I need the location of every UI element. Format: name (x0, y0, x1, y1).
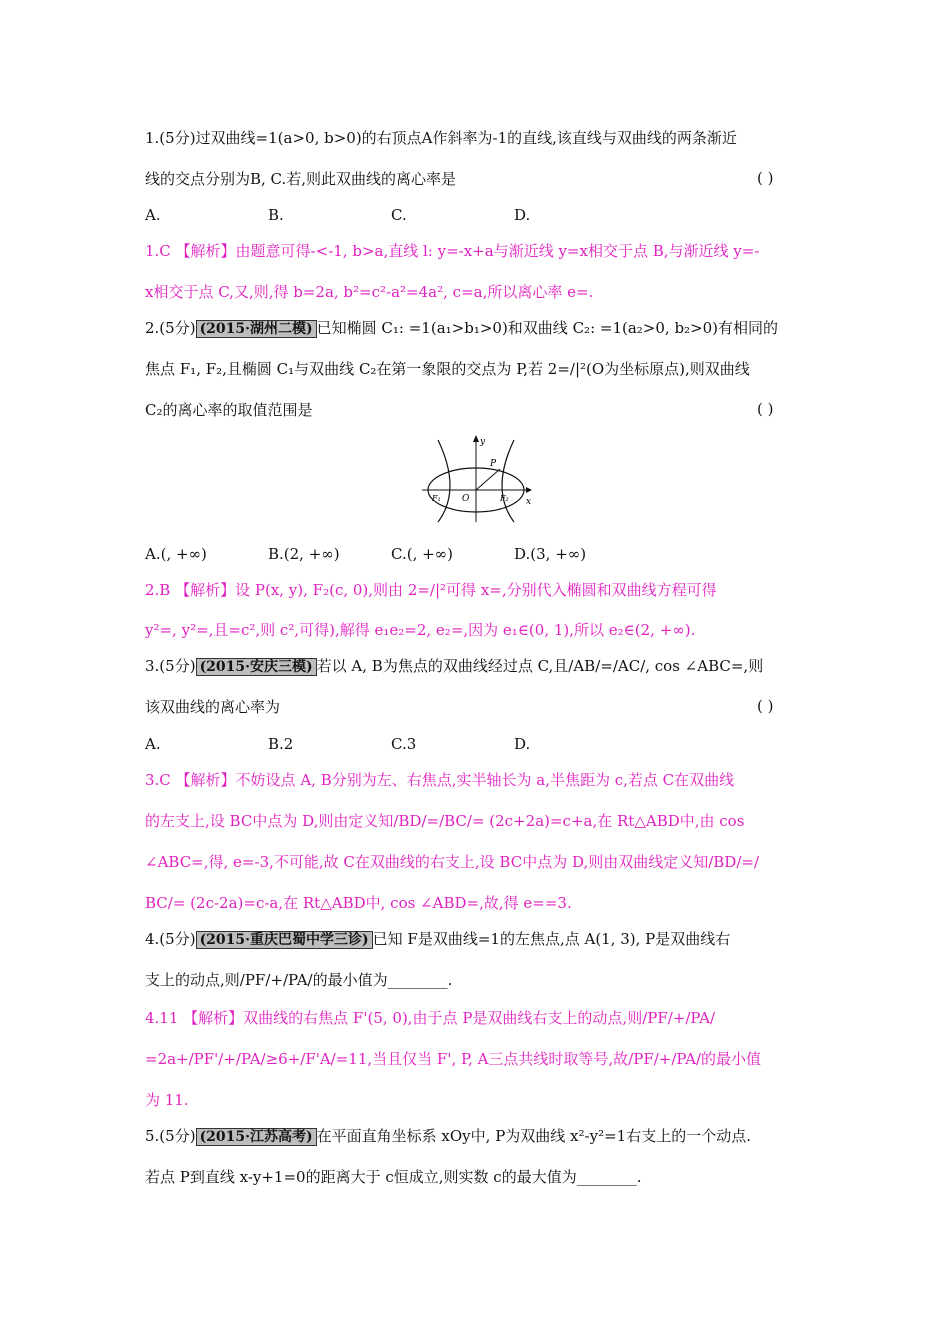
q4-line-1 (145, 929, 730, 950)
q2-option-a: A.(, +∞) (145, 545, 207, 563)
q3-answer-paren: ( ) (757, 697, 774, 715)
label-f2: F₂ (500, 494, 509, 503)
q1-line-2: 线的交点分别为B, C.若,则此双曲线的离心率是 (145, 170, 457, 188)
a3-line-4: BC/= (2c-2a)=c-a,在 Rt△ABD中, cos ∠ABD=,故,得 e==3. (145, 894, 572, 912)
segment-op (476, 469, 500, 490)
q2-answer-paren: ( ) (757, 400, 774, 418)
q5-source-tag: (2015·江苏高考) (196, 1128, 317, 1146)
q5-number: 5.(5分) (145, 1127, 196, 1145)
a2-line-2: y²=, y²=,且=c²,则 c²,可得),解得 e₁e₂=2, e₂=,因为 e₁∈(0, 1),所以 e₂∈(2, +∞). (145, 621, 696, 639)
a4-line-1: 4.11 【解析】双曲线的右焦点 F'(5, 0),由于点 P是双曲线右支上的动点,则/PF/+/PA/ (145, 1009, 716, 1027)
label-x: x (526, 497, 532, 507)
q3-option-a: A. (145, 735, 161, 753)
hyperbola-left-branch (438, 440, 450, 522)
q1-answer-paren: ( ) (757, 169, 774, 187)
q1-option-d: D. (514, 206, 531, 224)
q2-option-d: D.(3, +∞) (514, 545, 587, 563)
q4-line-1-text: 已知 F是双曲线=1的左焦点,点 A(1, 3), P是双曲线右 (372, 930, 731, 948)
q3-number: 3.(5分) (145, 657, 196, 675)
q3-option-d: D. (514, 735, 531, 753)
a4-line-3: 为 11. (145, 1091, 189, 1109)
a2-line-1: 2.B 【解析】设 P(x, y), F₂(c, 0),则由 2=/|²可得 x=,分别代入椭圆和双曲线方程可得 (145, 581, 717, 599)
label-f1: F₁ (432, 494, 441, 503)
x-axis-arrow (526, 487, 532, 493)
q1-option-c: C. (391, 206, 407, 224)
a4-line-2: =2a+/PF'/+/PA/≥6+/F'A/=11,当且仅当 F', P, A三点共线时取等号,故/PF/+/PA/的最小值 (145, 1050, 762, 1068)
q1-option-a: A. (145, 206, 161, 224)
y-axis-arrow (473, 435, 479, 442)
a3-line-1: 3.C 【解析】不妨设点 A, B分别为左、右焦点,实半轴长为 a,半焦距为 c,若点 C在双曲线 (145, 771, 735, 789)
a3-line-3: ∠ABC=,得, e=-3,不可能,故 C在双曲线的右支上,设 BC中点为 D,则由双曲线定义知/BD/=/ (145, 853, 760, 871)
label-p: P (490, 459, 497, 469)
q3-option-c: C.3 (391, 735, 417, 753)
q1-option-b: B. (268, 206, 284, 224)
q2-options (145, 544, 637, 564)
q5-line-1-text: 在平面直角坐标系 xOy中, P为双曲线 x²-y²=1右支上的一个动点. (316, 1127, 751, 1145)
q4-line-2: 支上的动点,则/PF/+/PA/的最小值为________. (145, 971, 453, 989)
q4-source-tag: (2015·重庆巴蜀中学三诊) (196, 931, 373, 949)
q3-line-1 (145, 656, 763, 677)
q2-source-tag: (2015·湖州二模) (196, 320, 317, 338)
a1-line-2: x相交于点 C,又,则,得 b=2a, b²=c²-a²=4a², c=a,所以离心率 e=. (145, 283, 594, 301)
q2-line-1 (145, 318, 778, 339)
q1-options (145, 205, 637, 225)
q2-option-c: C.(, +∞) (391, 545, 454, 563)
a3-line-2: 的左支上,设 BC中点为 D,则由定义知/BD/=/BC/= (2c+2a)=c+a,在 Rt△ABD中,由 cos (145, 812, 745, 830)
q2-line-3: C₂的离心率的取值范围是 (145, 401, 313, 419)
hyperbola-right-branch (502, 440, 514, 522)
q3-option-b: B.2 (268, 735, 294, 753)
q2-option-b: B.(2, +∞) (268, 545, 340, 563)
label-o: O (462, 494, 470, 504)
q2-number: 2.(5分) (145, 319, 196, 337)
q5-line-1 (145, 1126, 751, 1147)
q3-line-2: 该双曲线的离心率为 (145, 698, 281, 716)
q3-line-1-text: 若以 A, B为焦点的双曲线经过点 C,且/AB/=/AC/, cos ∠ABC=,则 (316, 657, 764, 675)
ellipse-hyperbola-figure (418, 432, 534, 524)
a1-line-1: 1.C 【解析】由题意可得-<-1, b>a,直线 l: y=-x+a与渐近线 y=x相交于点 B,与渐近线 y=- (145, 242, 760, 260)
q5-line-2: 若点 P到直线 x-y+1=0的距离大于 c恒成立,则实数 c的最大值为________. (145, 1168, 642, 1186)
q3-options (145, 734, 637, 754)
q3-source-tag: (2015·安庆三模) (196, 658, 317, 676)
q1-line-1: 1.(5分)过双曲线=1(a>0, b>0)的右顶点A作斜率为-1的直线,该直线与双曲线的两条渐近 (145, 129, 737, 147)
q2-line-2: 焦点 F₁, F₂,且椭圆 C₁与双曲线 C₂在第一象限的交点为 P,若 2=/|²(O为坐标原点),则双曲线 (145, 360, 750, 378)
q2-line-1-text: 已知椭圆 C₁: =1(a₁>b₁>0)和双曲线 C₂: =1(a₂>0, b₂>0)有相同的 (316, 319, 779, 337)
label-y: y (480, 437, 486, 447)
q4-number: 4.(5分) (145, 930, 196, 948)
